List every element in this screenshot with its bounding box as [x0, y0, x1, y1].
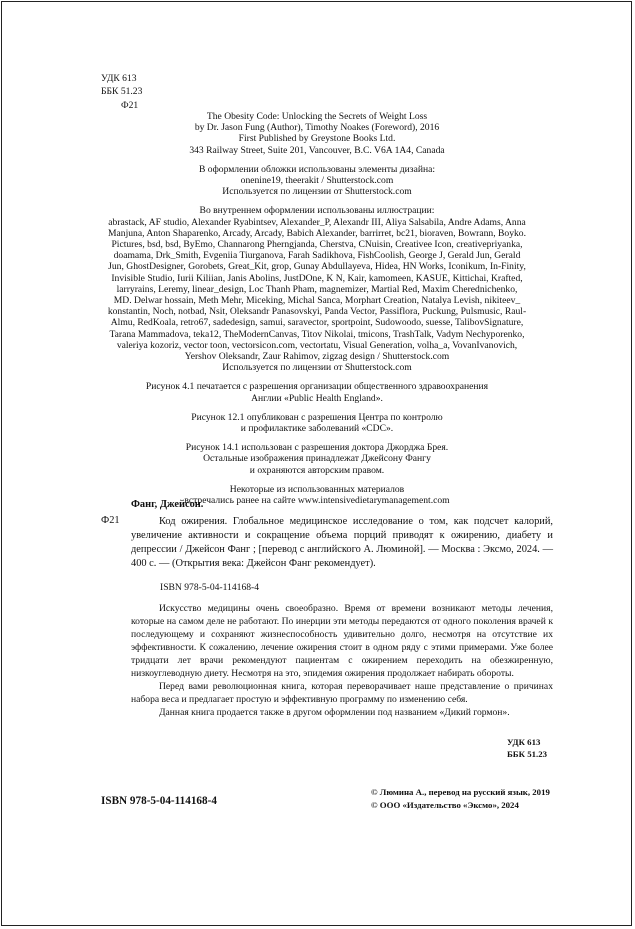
footer-bbk: ББК 51.23: [506, 749, 547, 759]
interior-credit-line: larryrains, Leremy, linear_design, Loc Thanh Pham, magnemizer, Martial Red, Maxim Cherednichenko,: [116, 283, 518, 295]
bibliographic-description: Код ожирения. Глобальное медицинское исследование о том, как подсчет калорий, увеличение активности и сокращение объема порций приводят к ожирению, диабету и депрессии / Джейсон Фанг ; [перевод с английского А. Люминой]. — Москва : Эксмо, 2024. — 400 с. — (Открытия века: Джейсон Фанг рекомендует).: [131, 516, 553, 569]
udk-code: УДК 613: [101, 73, 137, 84]
original-edition: [96, 111, 538, 506]
copyright-translation: © Люмина А., перевод на русский язык, 2019: [371, 787, 550, 797]
original-publisher: First Published by Greystone Books Ltd.: [238, 133, 396, 145]
interior-credit-line: doamama, Drk_Smith, Evgeniia Tiurganova, Farah Sadikhova, FishCoolish, George J, Gerald Jun, Gerald: [113, 250, 521, 262]
original-authors: by Dr. Jason Fung (Author), Timothy Noakes (Foreword), 2016: [194, 122, 440, 134]
classification-block: [101, 72, 142, 112]
interior-credit-line: Manjuna, Anton Shaparenko, Arcady, Arcady, Babich Alexander, barrirret, bc21, bioraven, Bowrann, Boyko.: [108, 227, 526, 239]
figure-credit: и профилактике заболеваний «CDC».: [240, 423, 394, 435]
figure-credit: Рисунок 14.1 использован с разрешения доктора Джорджа Брея.: [185, 442, 449, 454]
figure-credit: Рисунок 4.1 печатается с разрешения организации общественного здравоохранения: [145, 381, 489, 393]
footer-classification: [507, 736, 547, 760]
copyright-publisher: © ООО «Издательство «Эксмо», 2024: [371, 800, 519, 810]
annotation-paragraph: Искусство медицины очень своеобразно. Время от времени возникают методы лечения, которые на самом деле не работают. По инерции эти методы передаются от одного поколения врачей к последующему и сохраняют жизнеспособность удивительно долго, несмотря на отсутствие их эффективности. К сожалению, лечение ожирения стоит в одном ряду с этими примерами. Уже более тридцати лет врачи рекомендуют пациентам с ожирением переходить на обезжиренную, низкоуглеводную диету. Несмотря на это, эпидемия ожирения продолжает набирать обороты.: [131, 603, 553, 679]
bibliographic-author: Фанг, Джейсон.: [131, 499, 204, 510]
figure-credit: Остальные изображения принадлежат Джейсону Фангу: [203, 453, 431, 465]
interior-credit-line: Pictures, bsd, bsd, ByEmo, Channarong Pherngjanda, Cherstva, CNuisin, Creativee Icon, creativepriyanka,: [111, 239, 523, 251]
interior-credit-line: Invisible Studio, Iurii Kiliian, Janis Abolins, JustDOne, K N, Kair, kamomeen, KASUE, Kittichai, Krafted,: [111, 272, 523, 284]
bibliographic-code: Ф21: [101, 515, 120, 526]
copyright-block: [371, 786, 550, 812]
interior-credit-line: konstantin, Noch, notbad, Nsit, Oleksandr Panasovskyi, Panda Vector, Passiflora, Puckung, Pulsmusic, Raul-: [107, 306, 527, 318]
footer-isbn: ISBN 978-5-04-114168-4: [101, 795, 217, 807]
bbk-code: ББК 51.23: [101, 86, 143, 98]
cover-credit-names: onenine19, theerakit / Shutterstock.com: [240, 175, 394, 187]
interior-credit-line: Yershov Oleksandr, Zaur Rahimov, zigzag design / Shutterstock.com: [184, 351, 450, 363]
cover-credit-license: Используется по лицензии от Shutterstock.com: [222, 186, 412, 198]
footer-udk: УДК 613: [506, 737, 541, 747]
interior-credit-line: valeriya kozoriz, vector toon, vectorsicon.com, vectortatu, Visual Generation, volha_a, VovanIvanovich,: [116, 339, 518, 351]
interior-credit-line: Tarana Mammadova, teka12, TheModernCanvas, Titov Nikolai, tmicons, TrashTalk, Vadym Nechyporenko,: [109, 328, 525, 340]
annotation-paragraph: Данная книга продается также в другом оформлении под названием «Дикий гормон».: [159, 707, 510, 718]
cover-credit-heading: В оформлении обложки использованы элементы дизайна:: [198, 163, 436, 175]
original-address: 343 Railway Street, Suite 201, Vancouver, B.C. V6A 1A4, Canada: [189, 144, 445, 156]
figure-credit: Англии «Public Health England».: [251, 392, 383, 404]
previous-publication-note: Некоторые из использованных материалов: [229, 483, 405, 495]
bibliographic-isbn: ISBN 978-5-04-114168-4: [160, 582, 260, 593]
interior-credit-line: Almu, RedKoala, retro67, sadedesign, samui, saravector, sportpoint, Sudowoodo, suesse, TalibovSignature,: [110, 317, 524, 329]
figure-credit: и охраняются авторским правом.: [249, 464, 385, 476]
author-mark: Ф21: [121, 99, 139, 111]
previous-publication-site: встречались ранее на сайте www.intensivedietarymanagement.com: [184, 495, 450, 507]
interior-credit-line: abrastack, AF studio, Alexander Ryabintsev, Alexander_P, Alexandr III, Aliya Salsabila, Andre Adams, Anna: [108, 216, 526, 228]
interior-credit-license: Используется по лицензии от Shutterstock.com: [222, 362, 412, 374]
annotation-paragraph: Перед вами революционная книга, которая переворачивает наше представление о причинах набора веса и предлагает простую и эффективную программу по изменению себя.: [131, 681, 553, 705]
interior-credit-line: MD. Delwar hossain, Meth Mehr, Miceking, Michal Sanca, Morphart Creation, Natalya Levish, nikiteev_: [113, 295, 521, 307]
interior-credit-line: Jun, GhostDesigner, Gorobets, Great_Kit, grop, Gunay Abdullayeva, Hidea, HN Works, Iconikum, In-Finity,: [108, 261, 526, 273]
figure-credit: Рисунок 12.1 опубликован с разрешения Центра по контролю: [191, 411, 443, 423]
annotation: [131, 602, 553, 719]
interior-credit-heading: Во внутреннем оформлении использованы иллюстрации:: [199, 205, 435, 217]
original-title: The Obesity Code: Unlocking the Secrets of Weight Loss: [206, 111, 428, 122]
